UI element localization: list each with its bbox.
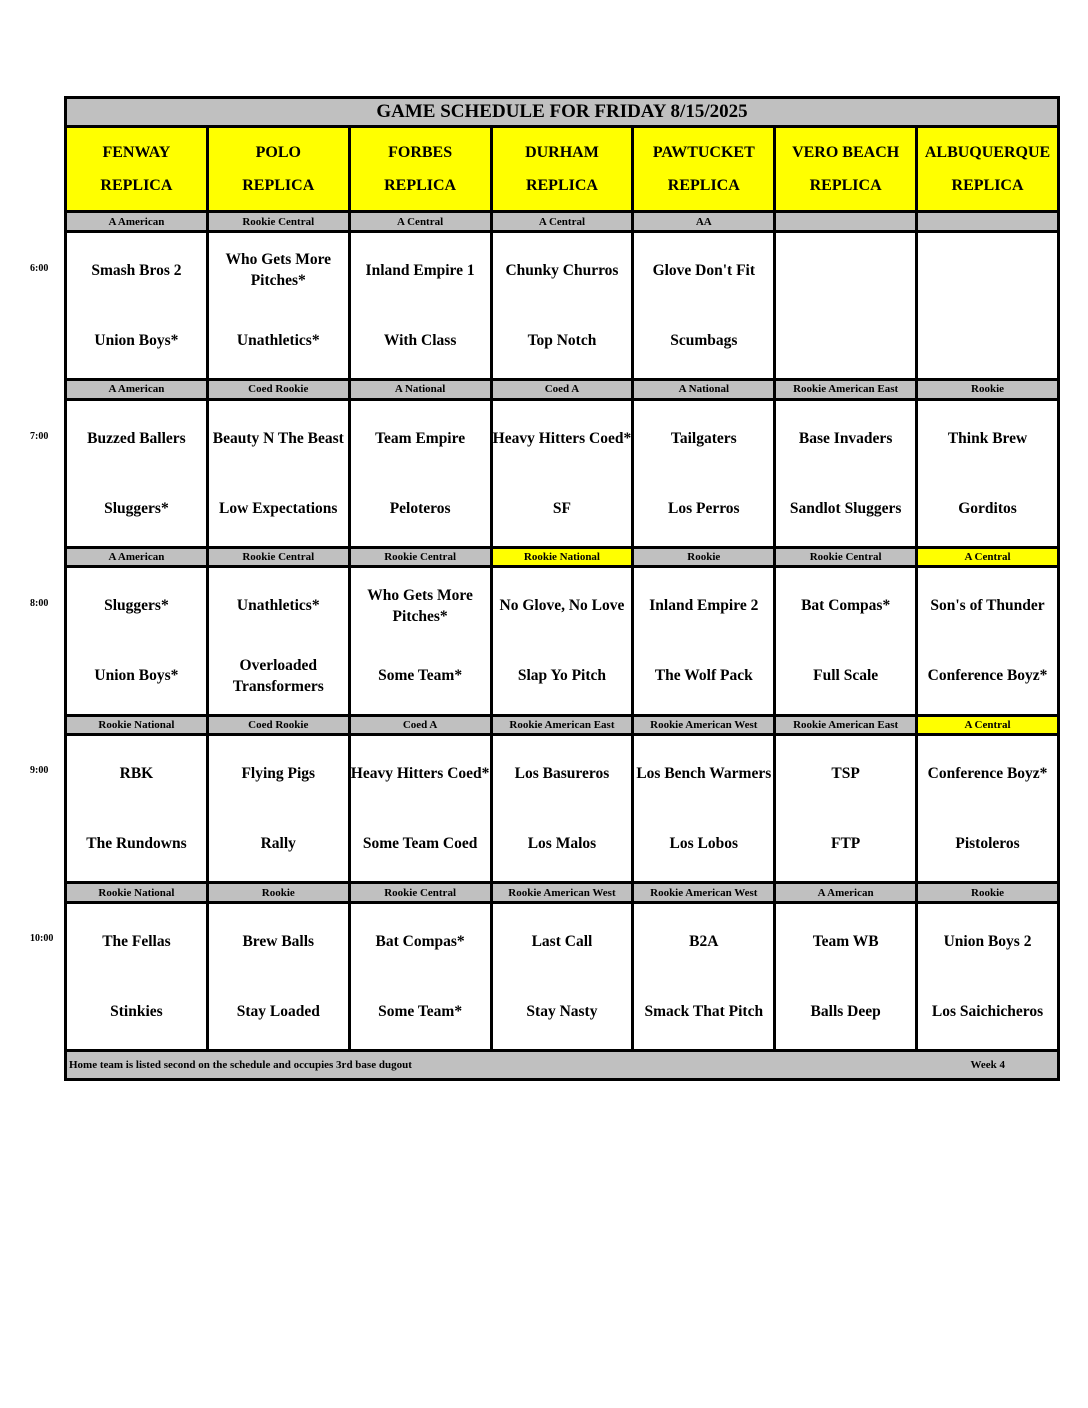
field-subtitle: REPLICA (384, 177, 457, 195)
field-subtitle: REPLICA (242, 177, 315, 195)
away-team: Union Boys 2 (943, 933, 1032, 950)
division-label: Rookie (633, 547, 775, 567)
game-cell (633, 399, 775, 547)
game-cell (207, 231, 349, 379)
game-cell (491, 567, 633, 715)
home-team: With Class (383, 331, 457, 349)
away-team: Glove Don't Fit (652, 261, 756, 279)
away-team: Heavy Hitters Coed* (350, 765, 490, 783)
field-name: DURHAM (525, 144, 599, 162)
away-team: Team Empire (375, 429, 466, 447)
game-cell (66, 399, 208, 547)
game-cell (917, 735, 1059, 883)
game-cell (917, 231, 1059, 379)
away-team: Son's of Thunder (930, 597, 1045, 615)
game-cell (775, 735, 917, 883)
division-label: Coed A (491, 380, 633, 400)
home-team: Union Boys* (94, 667, 179, 685)
division-label: Rookie American East (775, 715, 917, 735)
game-cell (633, 231, 775, 379)
home-team: Stay Loaded (236, 1003, 320, 1020)
away-team: Think Brew (947, 429, 1028, 447)
away-team: Flying Pigs (241, 765, 316, 783)
home-team: Overloaded Transformers (232, 656, 324, 695)
schedule-table (64, 96, 1060, 1081)
field-name: POLO (255, 144, 301, 162)
field-header (633, 126, 775, 211)
division-label: A American (775, 883, 917, 903)
home-team: Conference Boyz* (927, 667, 1048, 685)
game-cell (633, 735, 775, 883)
game-cell (66, 231, 208, 379)
division-label (775, 212, 917, 232)
game-cell (917, 902, 1059, 1050)
home-team: Los Perros (667, 499, 740, 517)
division-label: A American (66, 380, 208, 400)
division-label: Rookie American West (491, 883, 633, 903)
field-header (349, 126, 491, 211)
away-team: The Fellas (102, 933, 171, 950)
game-cell (633, 902, 775, 1050)
home-team: Some Team Coed (362, 835, 478, 853)
division-label: AA (633, 212, 775, 232)
time-label: 7:00 (30, 431, 49, 442)
field-header (775, 126, 917, 211)
away-team: Who Gets More Pitches* (225, 251, 332, 290)
game-cell (775, 399, 917, 547)
field-name: PAWTUCKET (652, 144, 755, 162)
game-cell (917, 567, 1059, 715)
division-label (917, 212, 1059, 232)
home-team: Top Notch (527, 331, 597, 349)
field-name: VERO BEACH (792, 144, 900, 162)
division-label: Rookie Central (207, 547, 349, 567)
game-cell (207, 735, 349, 883)
footer-note: Home team is listed second on the schedule and occupies 3rd base dugout (69, 1059, 412, 1072)
time-label: 6:00 (30, 263, 49, 274)
away-team: Chunky Churros (505, 261, 619, 279)
away-team: Smash Bros 2 (91, 261, 182, 279)
game-cell (349, 231, 491, 379)
division-label: Rookie Central (775, 547, 917, 567)
division-label: Rookie Central (207, 212, 349, 232)
division-label: Rookie National (491, 547, 633, 567)
field-subtitle: REPLICA (100, 177, 173, 195)
away-team: Beauty N The Beast (212, 429, 344, 447)
away-team: Inland Empire 2 (649, 597, 759, 615)
home-team: SF (552, 499, 571, 517)
division-label: A American (66, 547, 208, 567)
home-team: Los Saichicheros (931, 1003, 1044, 1020)
game-cell (349, 902, 491, 1050)
away-team: Tailgaters (670, 429, 737, 447)
away-team: B2A (689, 933, 719, 950)
division-label: Rookie (917, 380, 1059, 400)
field-header (491, 126, 633, 211)
home-team: Pistoleros (955, 835, 1020, 853)
division-label: Rookie Central (349, 547, 491, 567)
field-subtitle: REPLICA (951, 177, 1024, 195)
field-name: ALBUQUERQUE (924, 144, 1051, 162)
away-team: Inland Empire 1 (365, 261, 475, 279)
game-cell (349, 399, 491, 547)
field-subtitle: REPLICA (667, 177, 740, 195)
home-team: Some Team* (378, 1003, 463, 1020)
away-team: Base Invaders (798, 429, 893, 447)
home-team: Stay Nasty (526, 1003, 598, 1020)
home-team: Union Boys* (94, 331, 179, 349)
page-title: GAME SCHEDULE FOR FRIDAY 8/15/2025 (66, 98, 1059, 127)
game-cell (491, 902, 633, 1050)
home-team: Balls Deep (810, 1003, 881, 1020)
home-team: Some Team* (378, 667, 463, 685)
away-team: RBK (119, 765, 154, 783)
away-team: Los Bench Warmers (636, 765, 772, 783)
away-team: Bat Compas* (375, 933, 465, 950)
game-cell (917, 399, 1059, 547)
division-label: Rookie (917, 883, 1059, 903)
game-cell (775, 902, 917, 1050)
division-label: Rookie National (66, 883, 208, 903)
division-label: A National (633, 380, 775, 400)
home-team: Gorditos (958, 499, 1017, 517)
away-team: Bat Compas* (801, 597, 891, 615)
division-label: A Central (917, 715, 1059, 735)
home-team: Slap Yo Pitch (517, 667, 607, 685)
time-label: 8:00 (30, 598, 49, 609)
home-team: Sandlot Sluggers (789, 499, 902, 517)
home-team: Peloteros (389, 499, 451, 517)
away-team: TSP (831, 765, 860, 783)
home-team: FTP (831, 835, 861, 853)
home-team: Los Malos (527, 835, 597, 853)
division-label: A Central (491, 212, 633, 232)
time-label: 10:00 (30, 933, 54, 944)
game-cell (66, 735, 208, 883)
game-cell (349, 567, 491, 715)
field-subtitle: REPLICA (809, 177, 882, 195)
division-label: A Central (917, 547, 1059, 567)
footer (66, 1051, 1059, 1080)
away-team: Last Call (531, 933, 593, 950)
home-team: Los Lobos (669, 835, 739, 853)
field-subtitle: REPLICA (525, 177, 598, 195)
division-label: Rookie (207, 883, 349, 903)
away-team: Heavy Hitters Coed* (492, 429, 632, 447)
game-cell (349, 735, 491, 883)
away-team: Who Gets More Pitches* (367, 586, 473, 625)
division-label: A American (66, 212, 208, 232)
away-team: Buzzed Ballers (87, 429, 186, 447)
away-team: Brew Balls (242, 933, 315, 950)
home-team: Rally (260, 835, 296, 853)
game-cell (66, 902, 208, 1050)
away-team: Unathletics* (236, 597, 320, 615)
game-cell (207, 399, 349, 547)
away-team: Team WB (812, 933, 879, 950)
game-cell (207, 902, 349, 1050)
field-header (66, 126, 208, 211)
game-cell (491, 231, 633, 379)
away-team: Conference Boyz* (927, 765, 1048, 783)
home-team: Sluggers* (104, 499, 169, 517)
game-cell (775, 567, 917, 715)
home-team: Stinkies (110, 1003, 163, 1020)
division-label: Rookie National (66, 715, 208, 735)
division-label: A Central (349, 212, 491, 232)
home-team: Scumbags (670, 331, 738, 349)
field-header (917, 126, 1059, 211)
game-cell (491, 735, 633, 883)
home-team: The Rundowns (86, 835, 187, 853)
time-label: 9:00 (30, 765, 49, 776)
game-cell (66, 567, 208, 715)
home-team: Full Scale (813, 667, 879, 685)
division-label: Coed Rookie (207, 715, 349, 735)
division-label: Rookie American East (491, 715, 633, 735)
field-name: FENWAY (102, 144, 171, 162)
home-team: Smack That Pitch (644, 1003, 764, 1020)
division-label: Rookie American East (775, 380, 917, 400)
away-team: Los Basureros (514, 765, 610, 783)
away-team: No Glove, No Love (499, 597, 625, 615)
home-team: The Wolf Pack (654, 667, 753, 685)
away-team: Sluggers* (104, 597, 169, 615)
field-header (207, 126, 349, 211)
division-label: Rookie American West (633, 715, 775, 735)
game-cell (207, 567, 349, 715)
division-label: A National (349, 380, 491, 400)
division-label: Rookie Central (349, 883, 491, 903)
game-cell (633, 567, 775, 715)
game-cell (491, 399, 633, 547)
week-label: Week 4 (970, 1059, 1005, 1072)
home-team: Unathletics* (236, 331, 320, 349)
game-cell (775, 231, 917, 379)
division-label: Coed A (349, 715, 491, 735)
home-team: Low Expectations (219, 499, 338, 517)
division-label: Rookie American West (633, 883, 775, 903)
division-label: Coed Rookie (207, 380, 349, 400)
field-name: FORBES (388, 144, 453, 162)
